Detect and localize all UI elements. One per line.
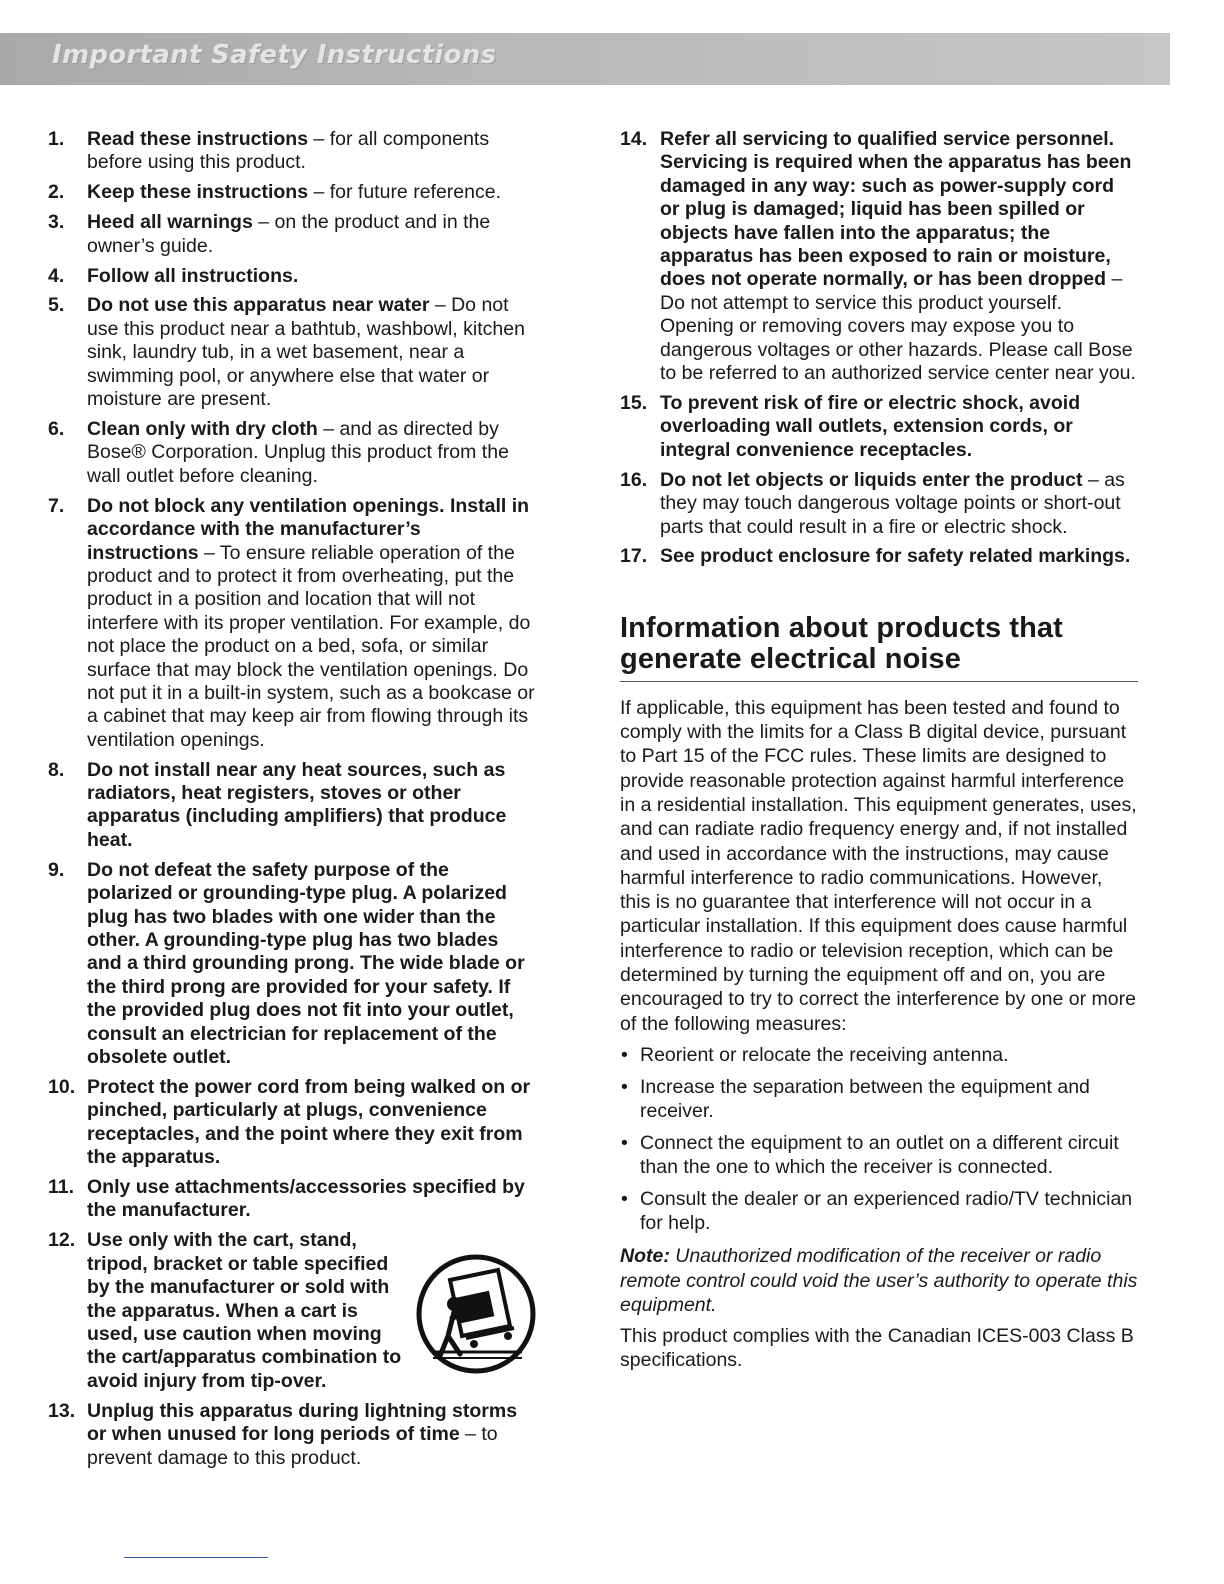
item-bold: Only use attachments/accessories specified by the manufacturer.	[87, 1176, 525, 1222]
list-item	[620, 392, 1138, 462]
list-item: • Increase the separation between the equipment and receiver.	[620, 1076, 1138, 1123]
item-number: 7.	[48, 494, 65, 517]
list-item	[48, 859, 536, 1070]
item-bold: Refer all servicing to qualified service personnel. Servicing is required when the apparatus has been damaged in any way: such as power-supply cord or plug is damaged; liquid has been spilled or objects have fallen into the apparatus; the apparatus has been exposed to rain or moisture, does not operate normally, or has been dropped	[660, 128, 1132, 291]
item-number: 1.	[48, 128, 65, 150]
item-bold: Follow all instructions.	[87, 264, 299, 287]
item-number: 2.	[48, 181, 65, 204]
list-item	[48, 211, 536, 258]
list-item	[48, 1400, 536, 1470]
list-item	[620, 469, 1138, 539]
fcc-paragraph: If applicable, this equipment has been tested and found to comply with the limits for a Class B digital device, pursuant to Part 15 of the FCC rules. These limits are designed to provide reasonable protection against harmful interference in a residential installation. This equipment generates, uses, and can radiate radio frequency energy and, if not installed and used in accordance with the instructions, may cause harmful interference to radio communications. However, this is no guarantee that interference will not occur in a particular installation. If this equipment does cause harmful interference to radio or television reception, which can be determined by turning the equipment off and on, you are encouraged to try to correct the interference by one or more of the following measures:	[620, 696, 1137, 1035]
item-number: 13.	[48, 1399, 76, 1422]
item-bold: Do not defeat the safety purpose of the polarized or grounding-type plug. A polarized plug has two blades with one wider than the other. A grounding-type plug has two blades and a third grounding prong. The wide blade or the third prong are provided for your safety. If the provided plug does not fit into your outlet, consult an electrician for replacement of the obsolete outlet.	[87, 858, 525, 1069]
note-text: Unauthorized modification of the receiver or radio remote control could void the user’s authority to operate this equipment.	[620, 1245, 1138, 1317]
item-bold: Unplug this apparatus during lightning storms or when unused for long periods of time	[87, 1399, 518, 1446]
list-item: • Reorient or relocate the receiving antenna.	[620, 1044, 1138, 1068]
item-bold: Do not let objects or liquids enter the product	[660, 468, 1083, 491]
safety-list-left	[48, 128, 536, 1470]
list-item	[620, 545, 1138, 568]
list-item	[48, 1229, 536, 1393]
item-number: 9.	[48, 858, 65, 881]
canada-compliance-text: This product complies with the Canadian ICES-003 Class B specifications.	[620, 1325, 1134, 1371]
item-number: 16.	[620, 468, 648, 491]
list-item: • Connect the equipment to an outlet on a different circuit than the one to which the receiver is connected.	[620, 1132, 1138, 1179]
item-bold: Heed all warnings	[87, 211, 253, 234]
item-bold: To prevent risk of fire or electric shock, avoid overloading wall outlets, extension cords, or integral convenience receptacles.	[660, 391, 1081, 461]
item-number: 10.	[48, 1075, 76, 1098]
noise-section-heading: Information about products that generate electrical noise	[620, 613, 1138, 682]
item-number: 5.	[48, 294, 65, 317]
note-label: Note:	[620, 1245, 670, 1268]
list-item	[48, 1076, 536, 1170]
item-bold: Do not use this apparatus near water	[87, 294, 430, 317]
left-column	[48, 128, 536, 1476]
item-number: 17.	[620, 545, 648, 568]
measures-list	[620, 1044, 1138, 1236]
item-text: – Do not attempt to service this product yourself. Opening or removing covers may expose you to dangerous voltages or other hazards. Please call Bose to be referred to an authorized service center near you.	[660, 268, 1136, 385]
item-bold: Do not block any ventilation openings. Install in accordance with the manufacturer’s instructions	[87, 494, 530, 564]
item-number: 8.	[48, 758, 65, 781]
list-item	[48, 759, 536, 853]
item-bold: Use only with the cart, stand, tripod, bracket or table specified by the manufacturer or sold with the apparatus. When a cart is used, use caution when moving the cart/apparatus combination to avoid injury from tip-over.	[87, 1229, 402, 1392]
item-text: – to prevent damage to this product.	[87, 1423, 498, 1469]
item-number: 14.	[620, 128, 648, 150]
item-number: 12.	[48, 1229, 76, 1252]
list-item: • Consult the dealer or an experienced radio/TV technician for help.	[620, 1188, 1138, 1235]
note-paragraph	[620, 1244, 1138, 1317]
section-banner	[0, 33, 1170, 85]
item-text: – as they may touch dangerous voltage points or short-out parts that could result in a fire or electric shock.	[660, 468, 1125, 538]
cart-tip-over-warning-icon	[410, 1252, 542, 1376]
list-item	[48, 128, 536, 175]
item-bold: Keep these instructions	[87, 181, 309, 204]
list-item	[48, 418, 536, 488]
item-text: – for all components before using this product.	[87, 128, 490, 174]
item-number: 4.	[48, 264, 65, 287]
item-bold: Do not install near any heat sources, such as radiators, heat registers, stoves or other apparatus (including amplifiers) that produce heat.	[87, 758, 507, 851]
item-bold: Protect the power cord from being walked on or pinched, particularly at plugs, convenience receptacles, and the point where they exit from the apparatus.	[87, 1075, 531, 1169]
item-text: – for future reference.	[308, 181, 501, 204]
item-bold: Clean only with dry cloth	[87, 417, 318, 440]
list-item	[48, 294, 536, 411]
item-text: – Do not use this product near a bathtub, washbowl, kitchen sink, laundry tub, in a wet basement, near a swimming pool, or anywhere else that water or moisture are present.	[87, 294, 525, 411]
item-bold: Read these instructions	[87, 128, 309, 150]
item-number: 6.	[48, 417, 65, 440]
right-column	[620, 128, 1138, 1372]
list-item	[620, 128, 1138, 385]
item-bold: See product enclosure for safety related markings.	[660, 545, 1131, 568]
item-number: 11.	[48, 1176, 75, 1199]
item-number: 3.	[48, 211, 65, 234]
safety-list-right	[620, 128, 1138, 569]
list-item	[48, 495, 536, 752]
list-item	[48, 181, 536, 204]
item-text: – on the product and in the owner’s guide.	[87, 211, 491, 257]
banner-title: Important Safety Instructions	[52, 40, 497, 70]
footer-rule	[124, 1557, 268, 1558]
item-text: – and as directed by Bose® Corporation. Unplug this product from the wall outlet before cleaning.	[87, 417, 509, 487]
list-item	[48, 1176, 536, 1223]
list-item	[48, 265, 536, 288]
item-number: 15.	[620, 391, 648, 414]
item-text: – To ensure reliable operation of the product and to protect it from overheating, put the product in a position and location that will not interfere with its proper ventilation. For example, do not place the product on a bed, sofa, or similar surface that may block the ventilation openings. Do not put it in a built-in system, such as a bookcase or a cabinet that may keep air from flowing through its ventilation openings.	[87, 541, 535, 751]
